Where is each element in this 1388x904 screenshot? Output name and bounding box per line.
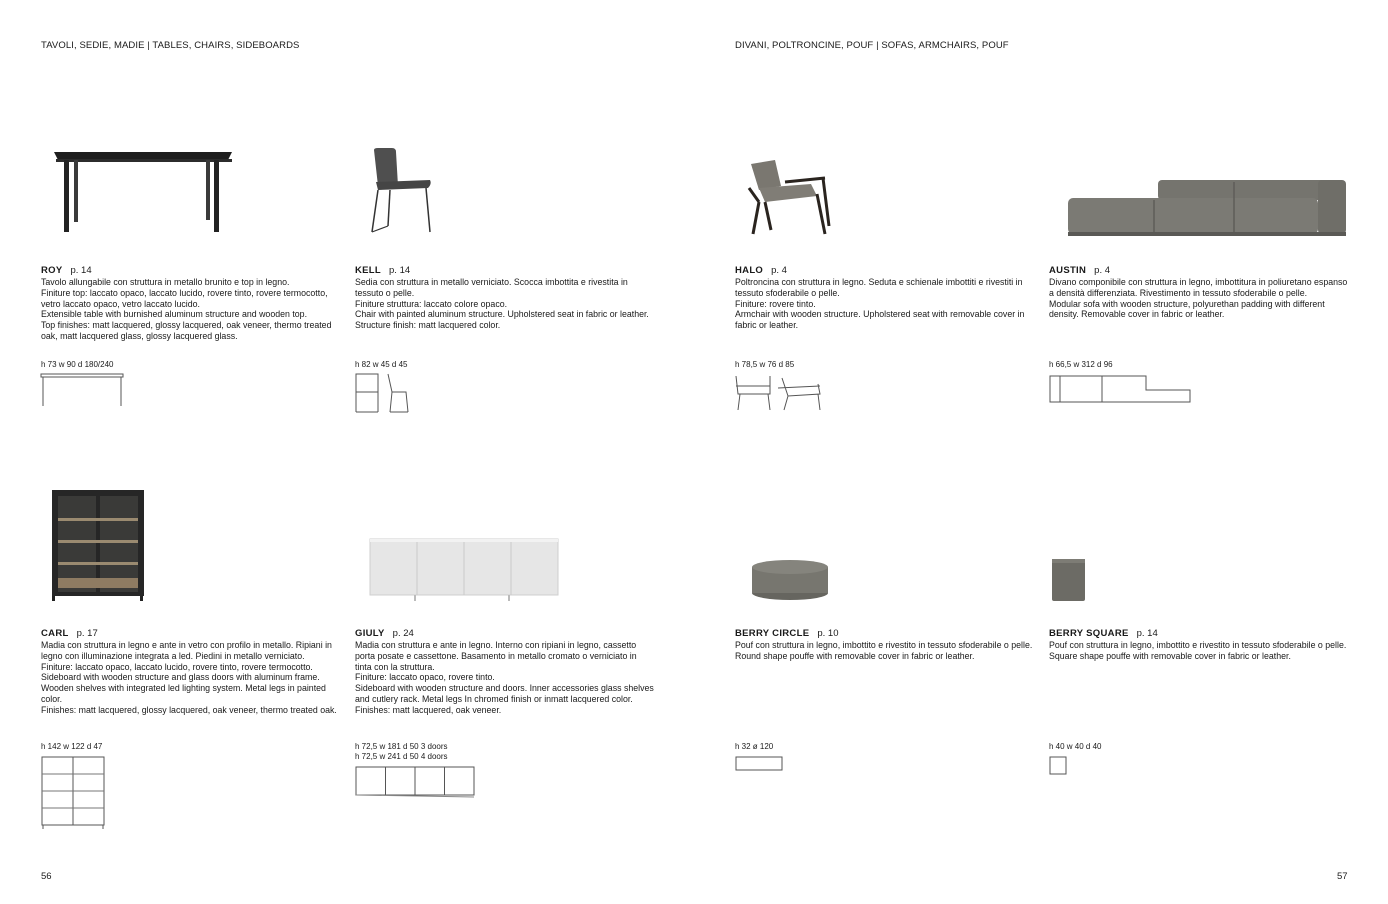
berry-circle-description [735,640,1035,662]
carl-dimensions [41,742,102,752]
berry-square-description [1049,640,1349,662]
giuly-sideboard-photo [366,535,560,603]
kell-desc-line: Finiture struttura: laccato colore opaco. [355,298,508,309]
halo-desc-line: Armchair with wooden structure. Upholstered seat with removable cover in fabric or leather. [735,309,1025,331]
roy-page-ref: p. 14 [70,265,92,276]
kell-desc-line: Structure finish: matt lacquered color. [355,320,501,331]
roy-line-drawing [40,372,126,408]
right-page-number: 57 [1337,871,1348,882]
berry-circle-dimensions [735,742,773,752]
roy-desc-line: Extensible table with burnished aluminum structure and wooden top. [41,309,308,320]
berry-circle-desc-line: Pouf con struttura in legno, imbottito e rivestito in tessuto sfoderabile o pelle. [735,640,1033,650]
austin-sofa-photo [1066,178,1348,238]
berry-square-pouf-photo [1049,555,1089,603]
kell-page-ref: p. 14 [389,265,411,276]
carl-page-ref: p. 17 [76,628,98,639]
roy-desc-line: Top finishes: matt lacquered, glossy lacquered, oak veneer, thermo treated oak, matt lacquered glass, glossy lacquered glass. [41,320,332,341]
giuly-name: GIULY [355,628,385,639]
austin-desc-line: Divano componibile con struttura in legno, imbottitura in poliuretano espanso a densità differenziata. Rivestimento in tessuto sfoderabile o pelle. [1049,277,1348,298]
halo-desc-line: Finiture: rovere tinto. [735,298,816,309]
kell-dimensions [355,360,407,370]
berry-square-desc-line: Square shape pouffe with removable cover in fabric or leather. [1049,650,1291,661]
roy-table-photo [50,148,236,236]
right-page-header: DIVANI, POLTRONCINE, POUF | SOFAS, ARMCHAIRS, POUF [735,40,1009,51]
berry-circle-desc-line: Round shape pouffe with removable cover in fabric or leather. [735,650,975,661]
kell-name: KELL [355,265,382,276]
giuly-desc-line: Finishes: matt lacquered, oak veneer. [355,704,502,715]
giuly-desc-line: Madia con struttura e ante in legno. Interno con ripiani in legno, cassetto porta posate e cassettone. Basamento in metallo cromato o verniciato in tinta con la struttura. [355,640,637,672]
left-page-number: 56 [41,871,52,882]
carl-desc-line: Sideboard with wooden structure and glass doors with aluminum frame. Wooden shelves with integrated led lighting system. Metal legs in painted color. [41,672,326,704]
giuly-desc-line: Finiture: laccato opaco, rovere tinto. [355,672,495,683]
halo-line-drawing [734,372,824,412]
berry-square-page-ref: p. 14 [1136,628,1158,639]
austin-dim-line: h 66,5 w 312 d 96 [1049,360,1113,369]
roy-description [41,277,341,342]
carl-line-drawing [40,755,108,831]
halo-armchair-photo [745,156,835,238]
carl-dim-line: h 142 w 122 d 47 [41,742,103,751]
kell-desc-line: Chair with painted aluminum structure. Upholstered seat in fabric or leather. [355,309,649,320]
carl-desc-line: Madia con struttura in legno e ante in vetro con profilo in metallo. Ripiani in legno con illuminazione integrata a led. Piedini in metallo verniciato. [41,640,332,661]
roy-name: ROY [41,265,63,276]
austin-desc-line: Modular sofa with wooden structure, polyurethan padding with different density. Removable cover in fabric or leather. [1049,298,1325,320]
kell-chair-photo [366,146,438,236]
halo-dim-line: h 78,5 w 76 d 85 [735,360,795,369]
giuly-line-drawing [354,765,476,799]
giuly-dim-line: h 72,5 w 241 d 50 4 doors [355,751,448,761]
giuly-desc-line: Sideboard with wooden structure and doors. Inner accessories glass shelves and cutlery rack. Metal legs In chromed finish or inmatt lacquered color. [355,683,654,704]
kell-desc-line: Sedia con struttura in metallo verniciato. Scocca imbottita e rivestita in tessuto o pelle. [355,277,628,298]
berry-circle-line-drawing [734,755,786,773]
carl-desc-line: Finishes: matt lacquered, glossy lacquered, oak veneer, thermo treated oak. [41,704,337,715]
roy-dimensions [41,360,114,370]
berry-circle-dim-line: h 32 ø 120 [735,742,774,751]
berry-square-line-drawing [1048,755,1070,777]
austin-name: AUSTIN [1049,265,1087,276]
berry-square-desc-line: Pouf con struttura in legno, imbottito e rivestito in tessuto sfoderabile o pelle. [1049,640,1347,650]
austin-description [1049,277,1349,320]
halo-desc-line: Poltroncina con struttura in legno. Seduta e schienale imbottiti e rivestiti in tessuto sfoderabile o pelle. [735,277,1023,298]
berry-circle-name: BERRY CIRCLE [735,628,810,639]
carl-description [41,640,341,716]
berry-circle-page-ref: p. 10 [817,628,839,639]
roy-desc-line: Tavolo allungabile con struttura in metallo brunito e top in legno. [41,277,290,287]
halo-description [735,277,1035,331]
berry-circle-pouf-photo [748,557,832,603]
austin-dimensions [1049,360,1113,370]
left-page-header: TAVOLI, SEDIE, MADIE | TABLES, CHAIRS, SIDEBOARDS [41,40,300,51]
kell-dim-line: h 82 w 45 d 45 [355,360,408,369]
giuly-dimensions [355,742,448,761]
carl-name: CARL [41,628,69,639]
carl-cabinet-photo [50,488,146,602]
austin-page-ref: p. 4 [1094,265,1111,276]
berry-square-dimensions [1049,742,1101,752]
halo-page-ref: p. 4 [771,265,787,276]
austin-line-drawing [1048,372,1194,406]
roy-dim-line: h 73 w 90 d 180/240 [41,360,114,369]
giuly-dim-line: h 72,5 w 181 d 50 3 doors [355,742,448,751]
kell-description [355,277,655,331]
halo-name: HALO [735,265,764,276]
kell-line-drawing [354,372,412,414]
giuly-page-ref: p. 24 [392,628,414,639]
berry-square-name: BERRY SQUARE [1049,628,1129,639]
carl-desc-line: Finiture: laccato opaco, laccato lucido, rovere tinto, rovere termocotto. [41,661,313,672]
halo-dimensions [735,360,794,370]
roy-desc-line: Finiture top: laccato opaco, laccato lucido, rovere tinto, rovere termocotto, vetro laccato opaco, vetro laccato lucido. [41,287,328,309]
giuly-description [355,640,655,716]
berry-square-dim-line: h 40 w 40 d 40 [1049,742,1102,751]
